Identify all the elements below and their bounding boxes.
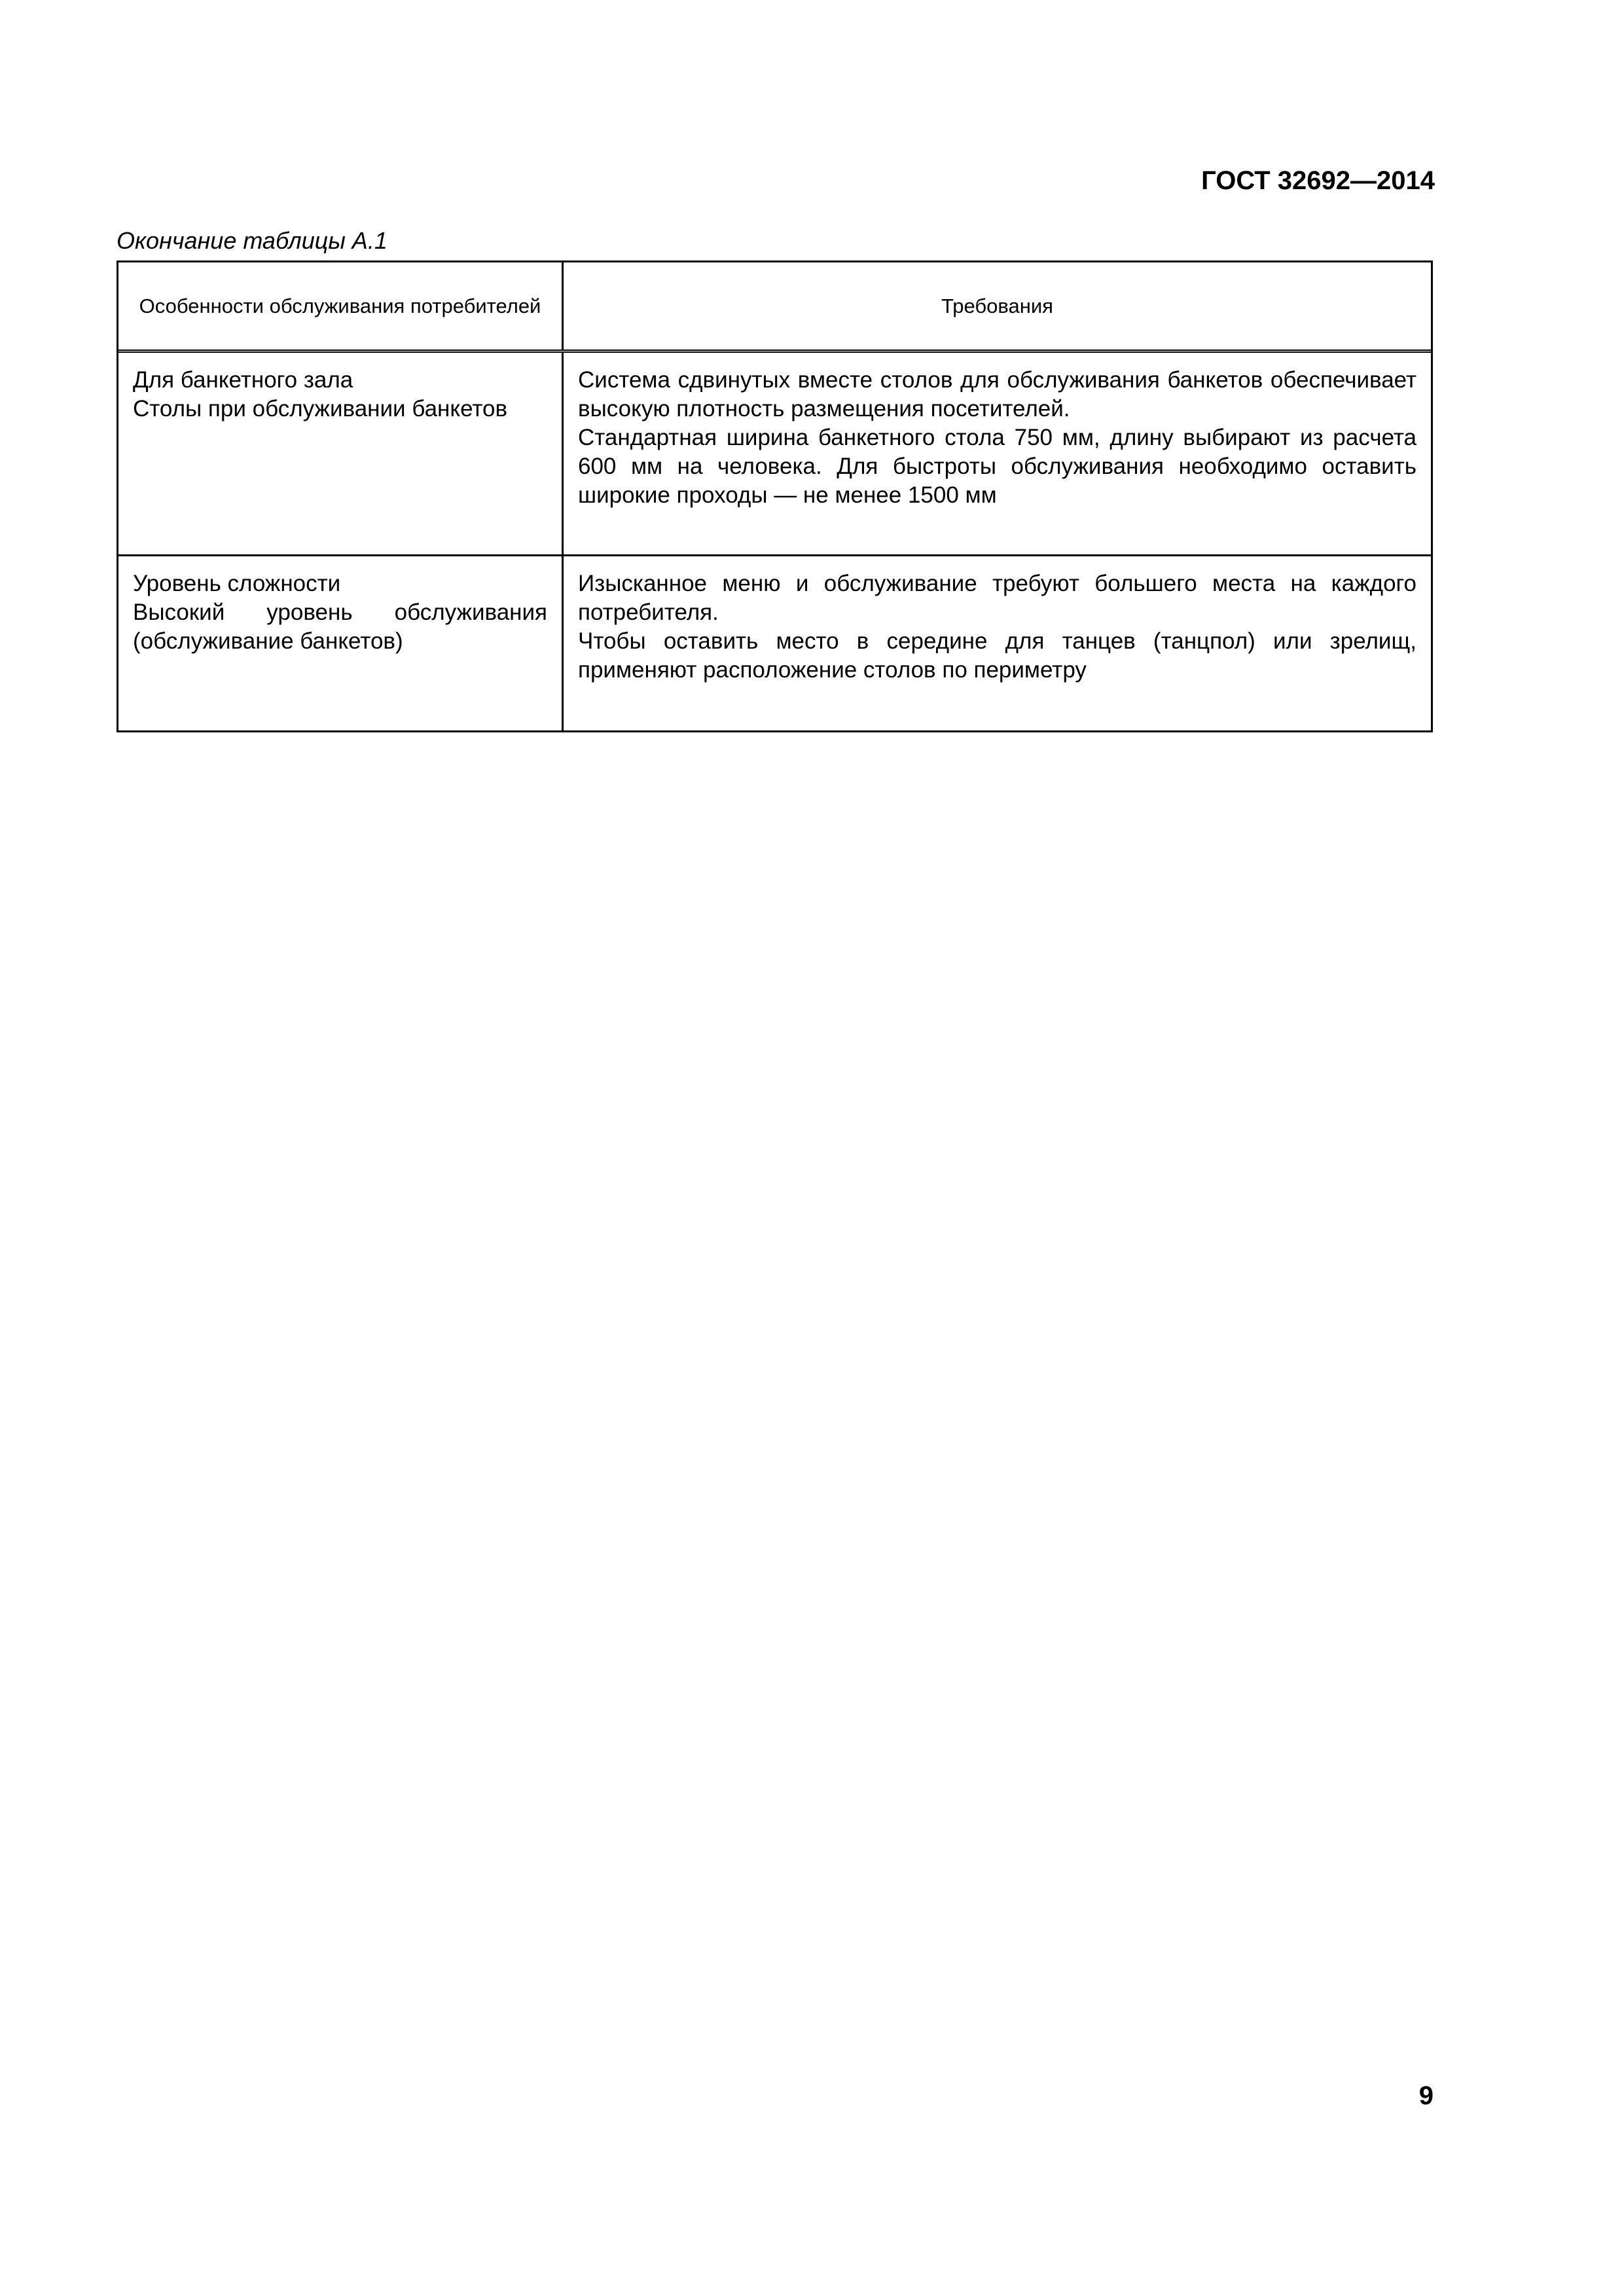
requirements-table <box>117 260 1433 732</box>
feature-line: Высокий уровень обслуживания (обслуживание банкетов) <box>133 600 547 654</box>
requirement-line: Система сдвинутых вместе столов для обслуживания банкетов обеспечивает высокую плотность размещения посетителей. <box>578 367 1416 422</box>
feature-cell <box>118 353 564 554</box>
requirement-line: Чтобы оставить место в середине для танцев (танцпол) или зрелищ, применяют расположение столов по периметру <box>578 628 1416 683</box>
requirement-cell <box>564 556 1431 730</box>
requirement-line: Изысканное меню и обслуживание требуют большего места на каждого потребителя. <box>578 571 1416 625</box>
table-header-row <box>118 262 1431 353</box>
requirement-cell <box>564 353 1431 554</box>
page-number: 9 <box>1418 2081 1434 2110</box>
table-caption: Окончание таблицы А.1 <box>117 227 388 254</box>
table-row <box>118 353 1431 556</box>
requirement-line: Стандартная ширина банкетного стола 750 мм, длину выбирают из расчета 600 мм на человека. Для быстроты обслуживания необходимо оставить широкие проходы — не менее 1500 мм <box>578 425 1416 508</box>
document-code: ГОСТ 32692—2014 <box>1201 166 1435 195</box>
feature-line: Столы при обслуживании банкетов <box>133 396 508 422</box>
column-header-requirements: Требования <box>941 294 1053 317</box>
column-header-features: Особенности обслуживания потребителей <box>118 262 564 350</box>
feature-line: Для банкетного зала <box>133 367 353 393</box>
table-row <box>118 556 1431 730</box>
feature-line: Уровень сложности <box>133 571 341 596</box>
feature-cell <box>118 556 564 730</box>
